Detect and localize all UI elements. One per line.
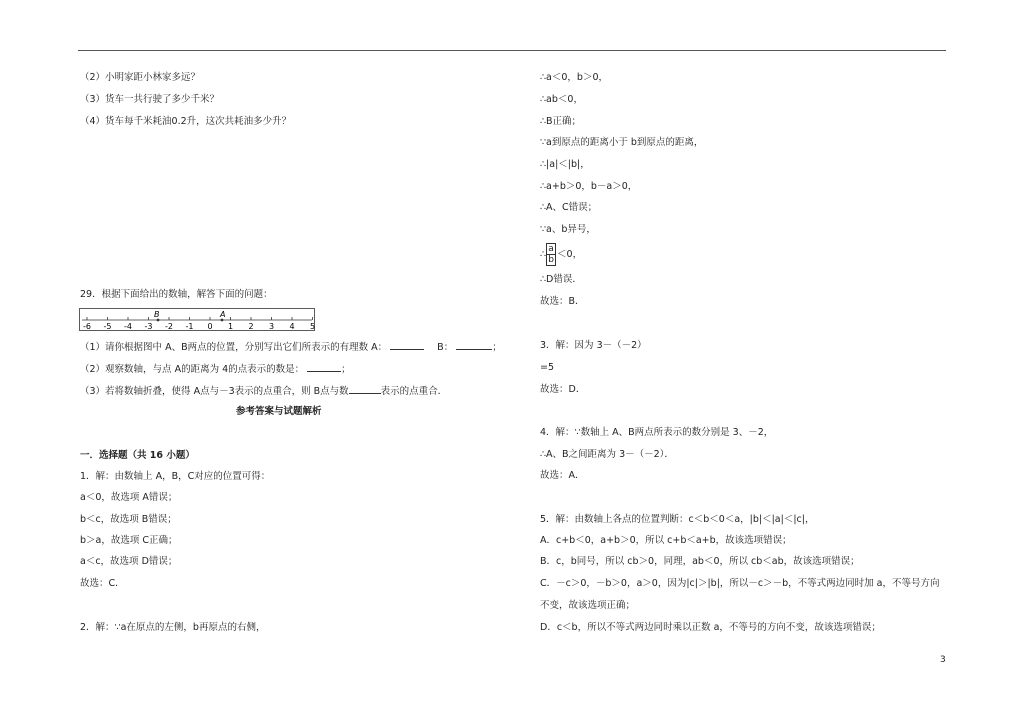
point-b-dot [157, 319, 160, 322]
number-line-tick-label: -2 [165, 322, 173, 331]
solution-2-line-5: ∵a到原点的距离小于 b到原点的距离， [540, 137, 704, 148]
fraction-numerator: a [546, 243, 556, 255]
solution-5-option-b: B．c，b同号，所以 cb＞0，同理，ab＜0，所以 cb＜ab，故该选项错误； [540, 556, 860, 567]
solution-2-line-7: ∴a+b＞0，b－a＞0， [540, 181, 638, 192]
number-line-tick-label: 4 [289, 322, 295, 331]
number-line-frame [80, 309, 315, 331]
question-29-part-1 [80, 340, 502, 354]
solution-4-answer: 故选：A． [540, 470, 585, 481]
point-b-label: B [154, 310, 160, 319]
solution-2-line-4: ∴B正确； [540, 116, 582, 127]
solution-1-line-3: b＜c，故选项 B错误； [80, 514, 177, 525]
q29-3-end: 表示的点重合． [380, 386, 448, 397]
section-heading: 一．选择题（共 16 小题） [80, 450, 195, 461]
solution-2-fraction-line [540, 243, 582, 267]
number-line-tick-label: 5 [309, 322, 316, 331]
number-line-tick-label: -3 [144, 322, 153, 331]
solution-5-option-c: C．－c＞0，－b＞0，a＞0，因为|c|＞|b|，所以－c＞－b，不等式两边同时加 a，不等号方向 [540, 578, 940, 589]
q29-1-b-label: B： [437, 342, 454, 353]
page-number: 3 [940, 655, 946, 665]
solution-1-line-5: a＜c，故选项 D错误； [80, 556, 178, 567]
number-line-figure [79, 308, 316, 332]
question-29-part-2 [80, 362, 351, 376]
fraction-denominator: b [546, 255, 556, 266]
number-line-tick-label: -6 [83, 322, 91, 331]
number-line-tick-label: 3 [268, 322, 275, 331]
answer-blank-a[interactable] [390, 340, 424, 350]
solution-4-line-1: 4．解：∵数轴上 A、B两点所表示的数分别是 3、－2， [540, 427, 774, 438]
solution-2-line-10: ∴D错误． [540, 274, 582, 285]
solution-2-answer: 故选：B． [540, 296, 585, 307]
answer-blank-distance[interactable] [307, 362, 341, 372]
q29-3-text: （3）若将数轴折叠，使得 A点与－3表示的点重合，则 B点与数 [80, 386, 349, 397]
therefore-symbol: ∴ [540, 249, 547, 260]
fraction-a-over-b [546, 243, 556, 266]
solution-5-option-c-cont: 不变，故该选项正确； [540, 600, 636, 611]
solution-5-option-a: A．c+b＜0，a+b＞0，所以 c+b＜a+b，故该选项错误； [540, 535, 792, 546]
question-28-part-4: （4）货车每千米耗油0.2升，这次共耗油多少升？ [80, 116, 292, 127]
solution-1-line-2: a＜0，故选项 A错误； [80, 492, 178, 503]
q29-1-end: ； [492, 342, 502, 353]
solution-2-line-3: ∴ab＜0， [540, 94, 583, 105]
question-29-stem: 29．根据下面给出的数轴，解答下面的问题： [80, 289, 273, 300]
solution-4-line-2: ∴A、B之间距离为 3－（－2）． [540, 449, 674, 460]
solution-2-line-2: ∴a＜0，b＞0， [540, 72, 608, 83]
fraction-inequality: ＜0， [557, 249, 583, 260]
solution-2-line-1: 2．解：∵a在原点的左侧，b再原点的右侧， [80, 622, 266, 633]
solution-3-line-2: =5 [540, 362, 555, 373]
answer-blank-b[interactable] [456, 340, 492, 350]
answer-blank-fold[interactable] [349, 384, 381, 394]
solution-5-option-d: D．c＜b，所以不等式两边同时乘以正数 a，不等号的方向不变，故该选项错误； [540, 622, 881, 633]
header-rule [78, 50, 946, 51]
q29-2-end: ； [341, 364, 351, 375]
number-line-tick-label: -5 [103, 322, 112, 331]
solution-1-line-4: b＞a，故选项 C正确； [80, 535, 178, 546]
solution-2-line-6: ∴|a|＜|b|， [540, 159, 590, 170]
point-a-dot [221, 319, 224, 322]
solution-5-line-1: 5．解：由数轴上各点的位置判断：c＜b＜0＜a，|b|＜|a|＜|c|， [540, 514, 815, 525]
number-line-tick-label: 2 [248, 322, 254, 331]
question-28-part-2: （2）小明家距小林家多远？ [80, 72, 201, 83]
number-line-tick-label: 1 [227, 322, 234, 331]
q29-2-text: （2）观察数轴，与点 A的距离为 4的点表示的数是： [80, 364, 305, 375]
point-a-label: A [220, 310, 226, 319]
solution-3-answer: 故选：D． [540, 384, 586, 395]
solution-1-answer: 故选：C． [80, 578, 125, 589]
solution-2-line-8: ∴A、C错误； [540, 202, 598, 213]
solution-1-line-1: 1．解：由数轴上 A，B，C对应的位置可得： [80, 471, 271, 482]
q29-1-text: （1）请你根据图中 A、B两点的位置，分别写出它们所表示的有理数 A： [80, 342, 388, 353]
number-line-tick-label: -1 [185, 322, 194, 331]
question-28-part-3: （3）货车一共行驶了多少千米？ [80, 94, 220, 105]
solution-3-line-1: 3．解：因为 3－（－2） [540, 340, 647, 351]
answers-title: 参考答案与试题解析 [236, 406, 322, 417]
number-line-tick-label: -4 [124, 322, 132, 331]
number-line-tick-label: 0 [207, 322, 213, 331]
solution-2-line-9: ∵a、b异号， [540, 224, 596, 235]
question-29-part-3 [80, 384, 447, 398]
